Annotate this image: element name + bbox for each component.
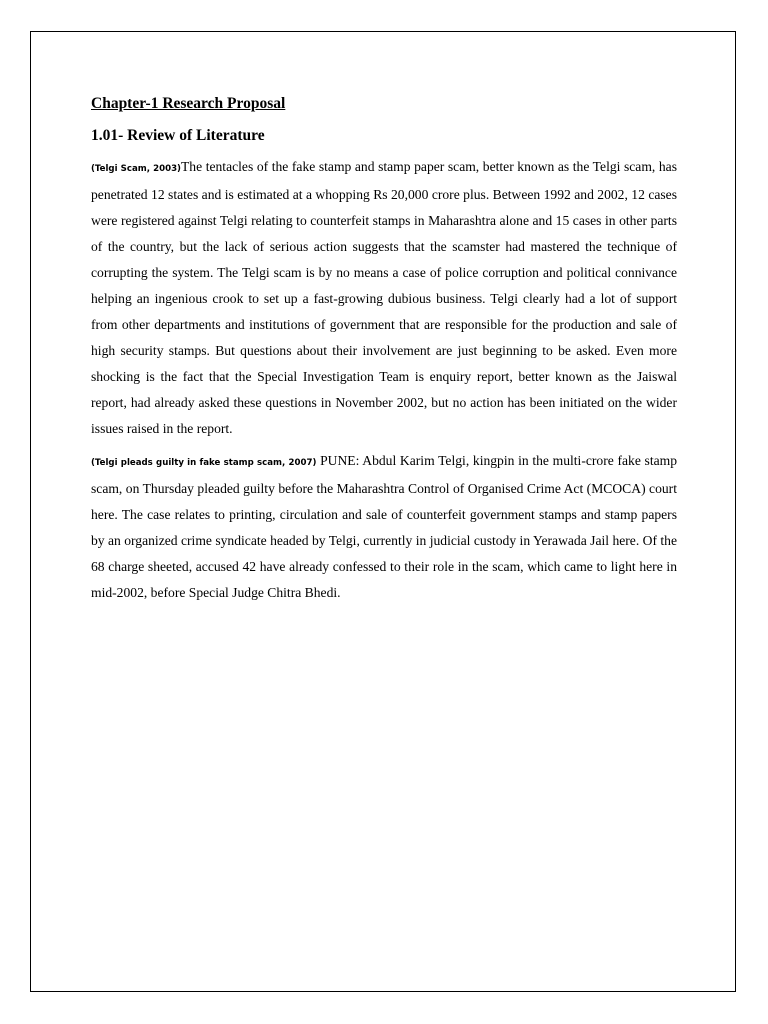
paragraph-text: The tentacles of the fake stamp and stamp paper scam, better known as the Telgi scam, has penetrated 12 states and is estimated at a whopping Rs 20,000 crore plus. Between 1992 and 2002, 12 cases were registered against Telgi relating to counterfeit stamps in Maharashtra alone and 15 cases in other parts of the country, but the lack of serious action suggests that the scamster had mastered the technique of corrupting the system. The Telgi scam is by no means a case of police corruption and political connivance helping an ingenious crook to set up a fast-growing dubious business. Telgi clearly had a lot of support from other departments and institutions of government that are responsible for the production and sale of high security stamps. But questions about their involvement are just beginning to be asked. Even more shocking is the fact that the Special Investigation Team is enquiry report, better known as the Jaiswal report, had already asked these questions in November 2002, but no action has been initiated on the wider issues raised in the report. [91,159,677,436]
paragraph-telgi-pleads-guilty [91,448,677,606]
citation: (Telgi pleads guilty in fake stamp scam, 2007) [91,458,317,468]
section-title: 1.01- Review of Literature [91,127,265,144]
chapter-title: Chapter-1 Research Proposal [91,95,286,112]
document-page [30,31,736,992]
citation: (Telgi Scam, 2003) [91,164,181,174]
page-content [91,94,677,612]
paragraph-telgi-scam [91,154,677,442]
paragraph-text: PUNE: Abdul Karim Telgi, kingpin in the multi-crore fake stamp scam, on Thursday pleaded guilty before the Maharashtra Control of Organised Crime Act (MCOCA) court here. The case relates to printing, circulation and sale of counterfeit government stamps and stamp papers by an organized crime syndicate headed by Telgi, currently in judicial custody in Yerawada Jail here. Of the 68 charge sheeted, accused 42 have already confessed to their role in the scam, which came to light here in mid-2002, before Special Judge Chitra Bhedi. [91,453,677,600]
